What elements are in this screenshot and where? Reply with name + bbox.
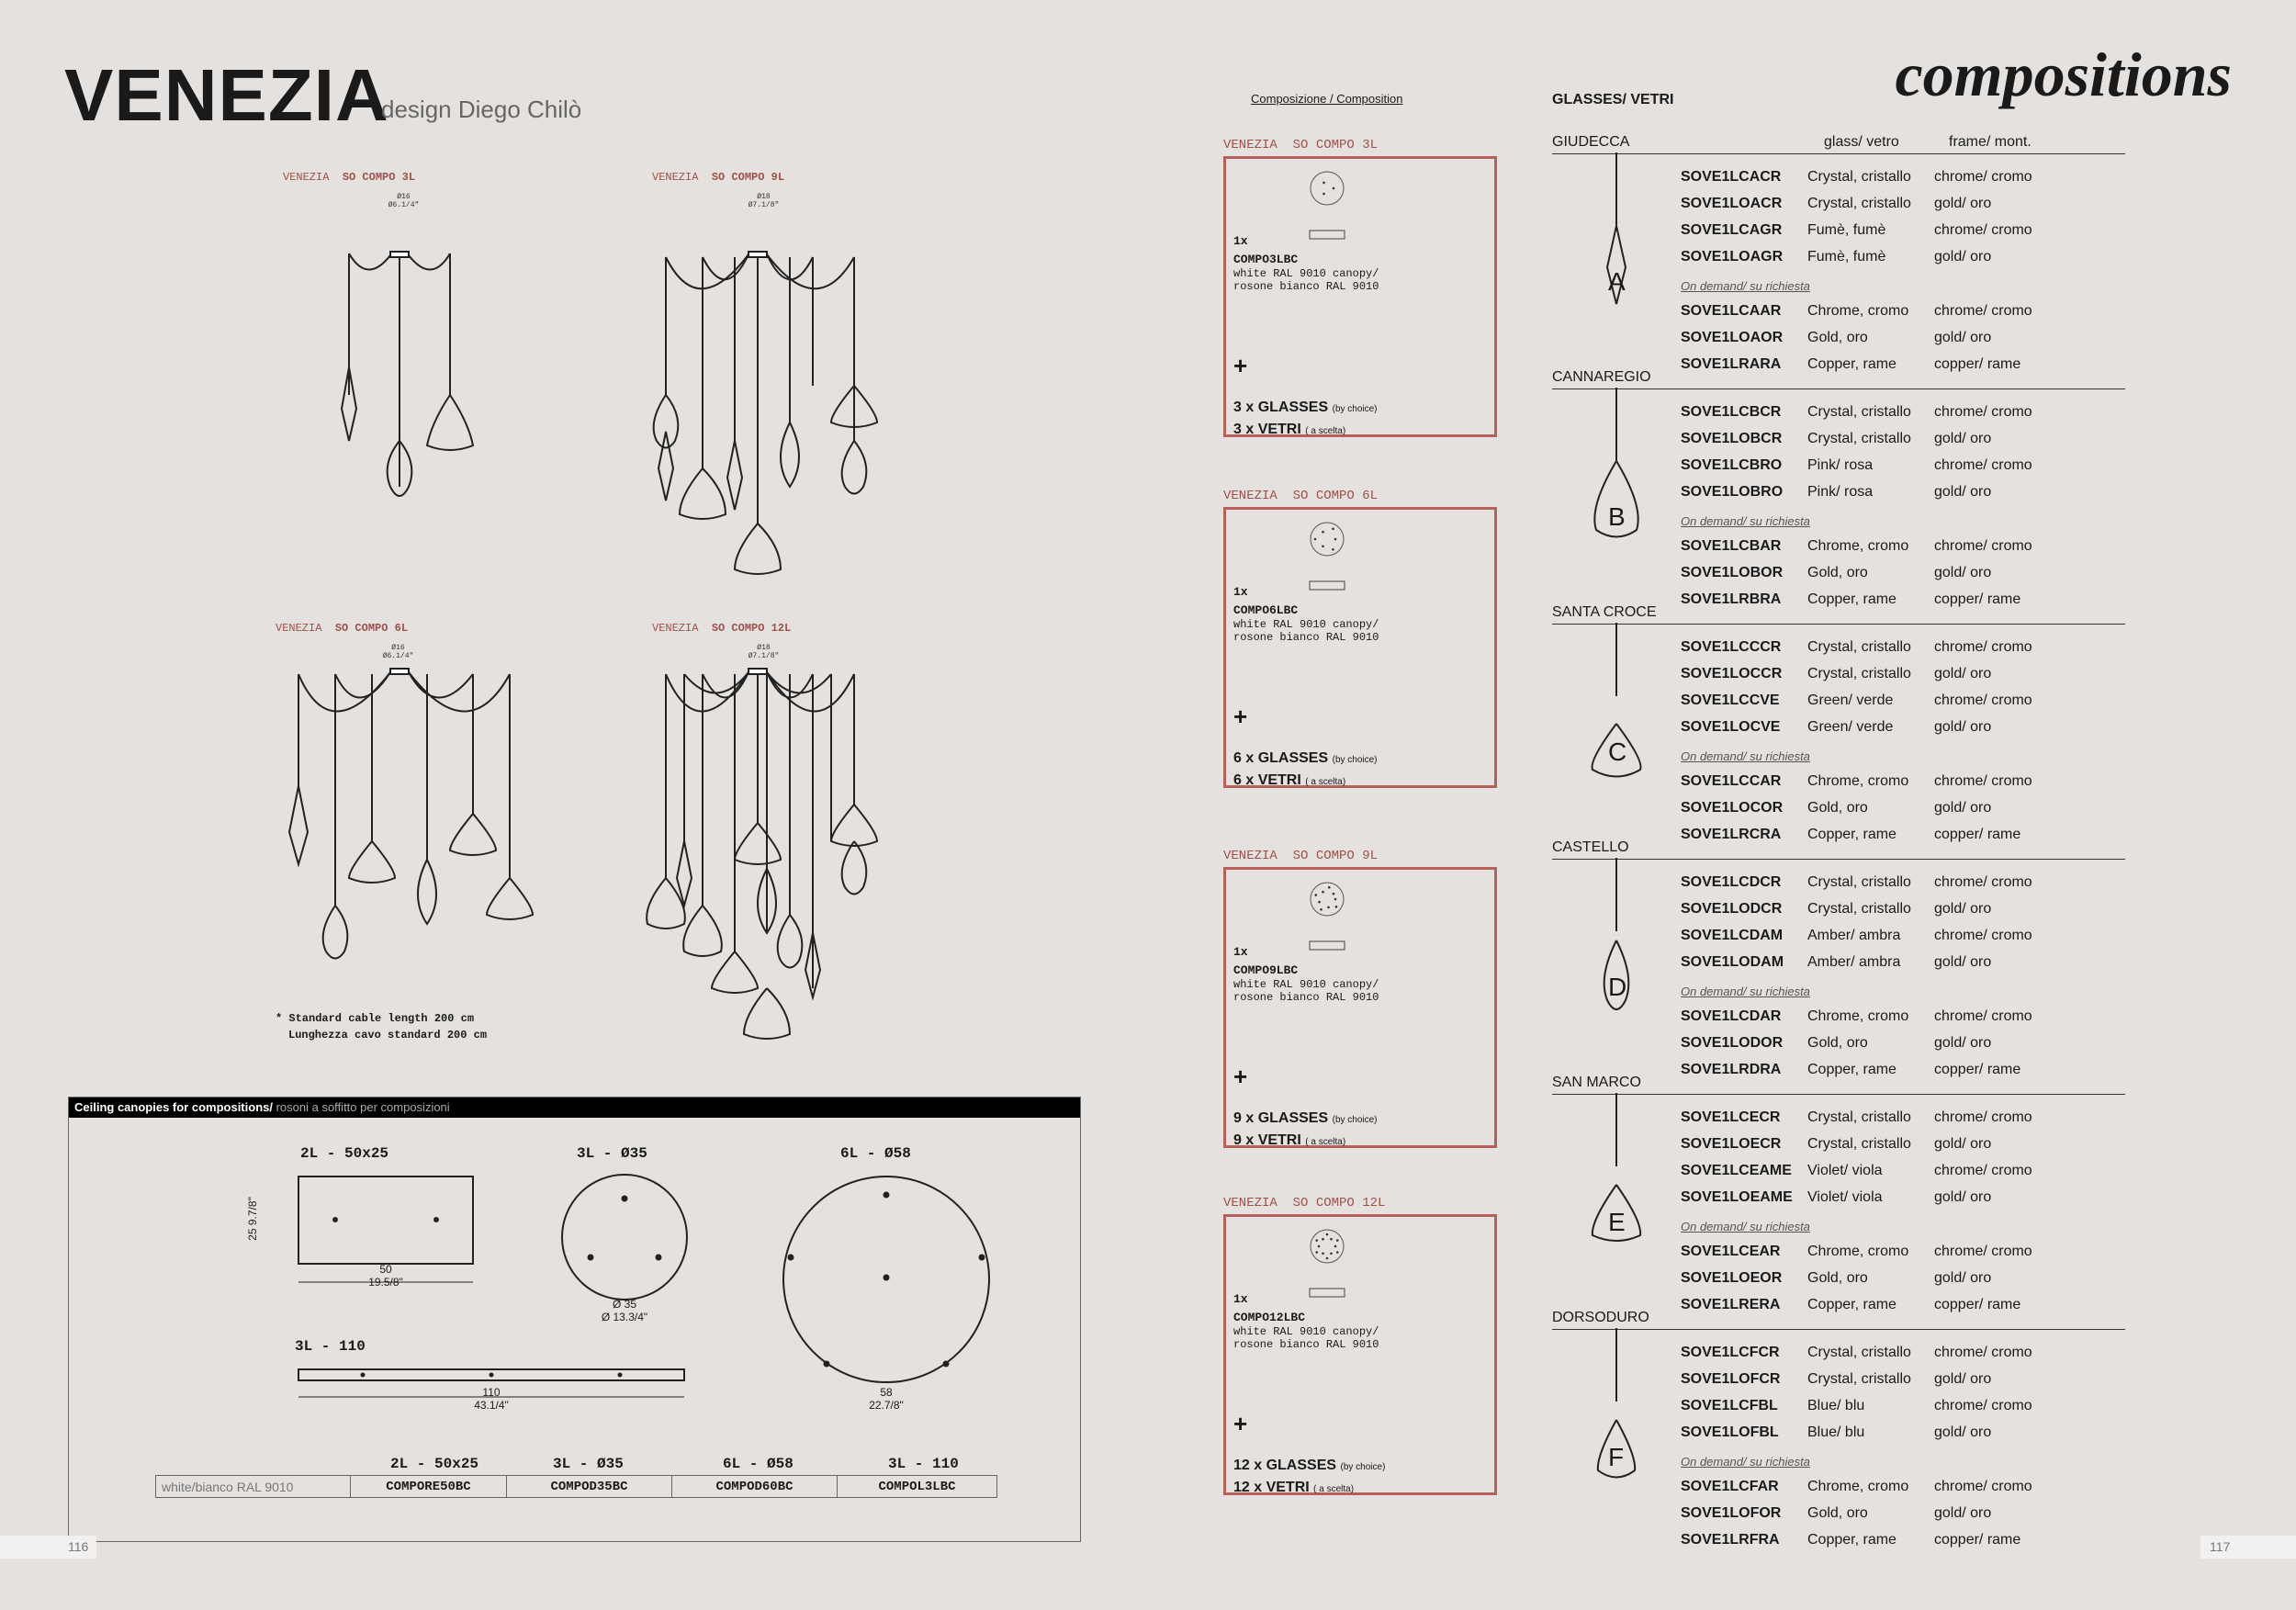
canopy-rect-width: 50 19.5/8"	[368, 1263, 403, 1289]
table-row-label: white/bianco RAL 9010	[156, 1476, 351, 1498]
canopy-side-icon	[1309, 229, 1345, 242]
glass-finish: Amber/ ambra	[1807, 928, 1901, 943]
frame-finish: chrome/ cromo	[1934, 1398, 2032, 1413]
canopy-top-icon	[1309, 170, 1345, 207]
product-code: SOVE1LCBCR	[1681, 404, 1782, 420]
on-demand-label: On demand/ su richiesta	[1681, 749, 1810, 763]
frame-finish: chrome/ cromo	[1934, 874, 2032, 890]
canopy-code: COMPO6LBC	[1233, 603, 1299, 617]
canopy-top-icon	[1309, 521, 1345, 557]
glass-finish: Copper, rame	[1807, 591, 1896, 607]
canopy-panel	[68, 1097, 1081, 1542]
glass-finish: Chrome, cromo	[1807, 773, 1909, 789]
table-header-3l-110: 3L - 110	[888, 1456, 959, 1472]
glass-finish: Green/ verde	[1807, 719, 1894, 735]
canopy-description: white RAL 9010 canopy/ rosone bianco RAL 9010	[1233, 267, 1379, 293]
column-header-frame: frame/ mont.	[1949, 134, 2032, 150]
glass-finish: Chrome, cromo	[1807, 1479, 1909, 1494]
product-code: SOVE1LOAOR	[1681, 330, 1784, 345]
product-code: SOVE1LCCAR	[1681, 773, 1782, 789]
glass-finish: Blue/ blu	[1807, 1398, 1865, 1413]
frame-finish: chrome/ cromo	[1934, 1163, 2032, 1178]
frame-finish: chrome/ cromo	[1934, 404, 2032, 420]
page-number-right: 117	[2200, 1536, 2296, 1559]
glass-finish: Copper, rame	[1807, 1297, 1896, 1312]
section-title: compositions	[1895, 39, 2232, 109]
canopy-quantity: 1x	[1233, 1292, 1248, 1306]
figure-label-12l: VENEZIA SO COMPO 12L	[652, 622, 792, 635]
product-code: SOVE1LCFBL	[1681, 1398, 1778, 1413]
frame-finish: gold/ oro	[1934, 1136, 1992, 1152]
product-code: SOVE1LRARA	[1681, 356, 1782, 372]
canopy-round58-drawing	[776, 1169, 996, 1390]
glass-letter: F	[1608, 1443, 1625, 1471]
pendant-drawing-12l	[643, 658, 882, 1043]
glass-finish: Copper, rame	[1807, 827, 1896, 842]
glass-finish: Crystal, cristallo	[1807, 196, 1911, 211]
glass-shape-icon	[1591, 388, 1646, 571]
glass-finish: Chrome, cromo	[1807, 538, 1909, 554]
frame-finish: gold/ oro	[1934, 719, 1992, 735]
product-code: SOVE1LOFBL	[1681, 1424, 1779, 1440]
family-name: GIUDECCA	[1552, 134, 2125, 154]
family-name: CANNAREGIO	[1552, 369, 2125, 389]
canopy-rect-height: 25 9.7/8"	[246, 1197, 259, 1241]
product-code: SOVE1LCACR	[1681, 169, 1782, 185]
table-cell-code: COMPOL3LBC	[838, 1476, 997, 1498]
canopy-top-icon	[1309, 1228, 1345, 1265]
frame-finish: gold/ oro	[1934, 1424, 1992, 1440]
cable-note: * Standard cable length 200 cm Lunghezza cavo standard 200 cm	[276, 1012, 488, 1041]
composition-box	[1223, 156, 1497, 437]
on-demand-label: On demand/ su richiesta	[1681, 279, 1810, 293]
composition-heading: Composizione / Composition	[1251, 92, 1403, 106]
product-code: SOVE1LOFOR	[1681, 1505, 1782, 1521]
frame-finish: chrome/ cromo	[1934, 639, 2032, 655]
glass-shape-icon	[1591, 1328, 1646, 1512]
plus-icon: +	[1233, 1063, 1248, 1090]
frame-finish: gold/ oro	[1934, 800, 1992, 816]
canopy-quantity: 1x	[1233, 585, 1248, 599]
canopy-code-table	[155, 1475, 997, 1498]
glass-finish: Pink/ rosa	[1807, 484, 1874, 500]
composition-label: VENEZIA SO COMPO 6L	[1223, 489, 1379, 503]
frame-finish: gold/ oro	[1934, 1189, 1992, 1205]
table-cell-code: COMPORE50BC	[351, 1476, 507, 1498]
frame-finish: chrome/ cromo	[1934, 692, 2032, 708]
pendant-drawing-3l	[266, 211, 569, 514]
glass-finish: Crystal, cristallo	[1807, 639, 1911, 655]
glass-finish: Chrome, cromo	[1807, 1008, 1909, 1024]
glass-finish: Crystal, cristallo	[1807, 1345, 1911, 1360]
glass-finish: Green/ verde	[1807, 692, 1894, 708]
frame-finish: gold/ oro	[1934, 666, 1992, 681]
frame-finish: chrome/ cromo	[1934, 928, 2032, 943]
frame-finish: chrome/ cromo	[1934, 1479, 2032, 1494]
product-code: SOVE1LOEOR	[1681, 1270, 1783, 1286]
product-code: SOVE1LRDRA	[1681, 1062, 1782, 1077]
glass-finish: Crystal, cristallo	[1807, 874, 1911, 890]
glass-finish: Gold, oro	[1807, 1270, 1868, 1286]
product-code: SOVE1LOCCR	[1681, 666, 1783, 681]
table-row	[156, 1476, 997, 1498]
plus-icon: +	[1233, 703, 1248, 730]
composition-box	[1223, 507, 1497, 788]
product-code: SOVE1LRCRA	[1681, 827, 1782, 842]
canopy-code: COMPO9LBC	[1233, 963, 1299, 977]
table-header-2l: 2L - 50x25	[390, 1456, 479, 1472]
canopy-round35-diameter: Ø 35 Ø 13.3/4"	[601, 1298, 648, 1323]
table-cell-code: COMPOD35BC	[507, 1476, 672, 1498]
product-code: SOVE1LRERA	[1681, 1297, 1781, 1312]
frame-finish: copper/ rame	[1934, 591, 2021, 607]
glass-finish: Copper, rame	[1807, 1532, 1896, 1548]
product-code: SOVE1LCEAME	[1681, 1163, 1792, 1178]
product-code: SOVE1LRBRA	[1681, 591, 1782, 607]
product-code: SOVE1LCCVE	[1681, 692, 1780, 708]
glass-finish: Crystal, cristallo	[1807, 1371, 1911, 1387]
family-name: DORSODURO	[1552, 1310, 2125, 1330]
canopy-bar-width: 110 43.1/4"	[474, 1386, 509, 1412]
glass-letter: A	[1608, 267, 1626, 296]
glass-shape-icon	[1591, 1093, 1646, 1277]
frame-finish: chrome/ cromo	[1934, 538, 2032, 554]
glass-shape-icon	[1591, 623, 1646, 806]
figure-label-9l: VENEZIA SO COMPO 9L	[652, 171, 785, 184]
product-code: SOVE1LCFCR	[1681, 1345, 1780, 1360]
page-title: VENEZIA	[64, 54, 389, 136]
glass-finish: Gold, oro	[1807, 1035, 1868, 1051]
frame-finish: chrome/ cromo	[1934, 169, 2032, 185]
product-code: SOVE1LODAM	[1681, 954, 1784, 970]
glass-letter: C	[1608, 737, 1627, 766]
product-code: SOVE1LCDAM	[1681, 928, 1784, 943]
glass-finish: Gold, oro	[1807, 330, 1868, 345]
frame-finish: copper/ rame	[1934, 827, 2021, 842]
canopy-round35-label: 3L - Ø35	[577, 1145, 647, 1162]
glass-finish: Chrome, cromo	[1807, 1244, 1909, 1259]
glass-finish: Chrome, cromo	[1807, 303, 1909, 319]
frame-finish: gold/ oro	[1934, 1505, 1992, 1521]
glass-letter: E	[1608, 1208, 1626, 1236]
frame-finish: chrome/ cromo	[1934, 1244, 2032, 1259]
product-code: SOVE1LCBAR	[1681, 538, 1782, 554]
frame-finish: copper/ rame	[1934, 1297, 2021, 1312]
frame-finish: gold/ oro	[1934, 1035, 1992, 1051]
glasses-count: 12 x GLASSES (by choice) 12 x VETRI ( a scelta)	[1233, 1458, 1386, 1495]
on-demand-label: On demand/ su richiesta	[1681, 1455, 1810, 1469]
product-code: SOVE1LCFAR	[1681, 1479, 1779, 1494]
figure-dim-9l: Ø18 Ø7.1/8"	[748, 193, 780, 209]
composition-label: VENEZIA SO COMPO 12L	[1223, 1196, 1386, 1210]
glass-finish: Gold, oro	[1807, 1505, 1868, 1521]
composition-label: VENEZIA SO COMPO 9L	[1223, 849, 1379, 863]
product-code: SOVE1LOACR	[1681, 196, 1783, 211]
glass-finish: Violet/ viola	[1807, 1189, 1883, 1205]
glass-letter: D	[1608, 973, 1627, 1001]
frame-finish: gold/ oro	[1934, 330, 1992, 345]
designer-credit: design Diego Chilò	[381, 96, 582, 123]
family-name: SAN MARCO	[1552, 1075, 2125, 1095]
product-code: SOVE1LRFRA	[1681, 1532, 1780, 1548]
product-code: SOVE1LOBOR	[1681, 565, 1784, 580]
product-code: SOVE1LCAAR	[1681, 303, 1782, 319]
frame-finish: gold/ oro	[1934, 954, 1992, 970]
figure-label-3l: VENEZIA SO COMPO 3L	[283, 171, 416, 184]
glass-finish: Crystal, cristallo	[1807, 1109, 1911, 1125]
figure-label-6l: VENEZIA SO COMPO 6L	[276, 622, 409, 635]
family-name: CASTELLO	[1552, 839, 2125, 860]
product-code: SOVE1LOEAME	[1681, 1189, 1793, 1205]
canopy-description: white RAL 9010 canopy/ rosone bianco RAL 9010	[1233, 618, 1379, 644]
product-code: SOVE1LOCVE	[1681, 719, 1781, 735]
product-code: SOVE1LCAGR	[1681, 222, 1783, 238]
glass-shape-icon	[1591, 152, 1646, 336]
canopy-description: white RAL 9010 canopy/ rosone bianco RAL 9010	[1233, 1325, 1379, 1351]
frame-finish: gold/ oro	[1934, 901, 1992, 917]
product-code: SOVE1LOFCR	[1681, 1371, 1781, 1387]
product-code: SOVE1LCDAR	[1681, 1008, 1782, 1024]
plus-icon: +	[1233, 1410, 1248, 1437]
glass-letter: B	[1608, 502, 1626, 531]
product-code: SOVE1LCDCR	[1681, 874, 1782, 890]
canopy-side-icon	[1309, 940, 1345, 952]
product-code: SOVE1LODOR	[1681, 1035, 1784, 1051]
glass-finish: Gold, oro	[1807, 800, 1868, 816]
frame-finish: chrome/ cromo	[1934, 303, 2032, 319]
table-header-3l: 3L - Ø35	[553, 1456, 624, 1472]
canopy-quantity: 1x	[1233, 945, 1248, 959]
product-code: SOVE1LOAGR	[1681, 249, 1784, 265]
frame-finish: copper/ rame	[1934, 1062, 2021, 1077]
glass-finish: Crystal, cristallo	[1807, 404, 1911, 420]
table-cell-code: COMPOD60BC	[672, 1476, 838, 1498]
family-name: SANTA CROCE	[1552, 604, 2125, 625]
glass-finish: Copper, rame	[1807, 356, 1896, 372]
canopy-bar-label: 3L - 110	[295, 1338, 366, 1355]
glass-finish: Crystal, cristallo	[1807, 666, 1911, 681]
product-code: SOVE1LODCR	[1681, 901, 1783, 917]
glasses-count: 9 x GLASSES (by choice) 9 x VETRI ( a scelta)	[1233, 1110, 1378, 1148]
plus-icon: +	[1233, 352, 1248, 379]
canopy-rect-label: 2L - 50x25	[300, 1145, 389, 1162]
glass-finish: Amber/ ambra	[1807, 954, 1901, 970]
canopy-top-icon	[1309, 881, 1345, 918]
canopy-side-icon	[1309, 1287, 1345, 1300]
glass-finish: Pink/ rosa	[1807, 457, 1874, 473]
glass-finish: Crystal, cristallo	[1807, 1136, 1911, 1152]
canopy-quantity: 1x	[1233, 234, 1248, 248]
glasses-count: 3 x GLASSES (by choice) 3 x VETRI ( a scelta)	[1233, 400, 1378, 437]
canopy-round58-label: 6L - Ø58	[840, 1145, 911, 1162]
glasses-count: 6 x GLASSES (by choice) 6 x VETRI ( a scelta)	[1233, 750, 1378, 788]
glass-finish: Crystal, cristallo	[1807, 901, 1911, 917]
composition-box	[1223, 1214, 1497, 1495]
product-code: SOVE1LOECR	[1681, 1136, 1782, 1152]
frame-finish: gold/ oro	[1934, 196, 1992, 211]
canopy-side-icon	[1309, 580, 1345, 592]
frame-finish: copper/ rame	[1934, 1532, 2021, 1548]
composition-box	[1223, 867, 1497, 1148]
glass-shape-icon	[1591, 858, 1646, 1041]
frame-finish: copper/ rame	[1934, 356, 2021, 372]
glass-finish: Copper, rame	[1807, 1062, 1896, 1077]
glass-finish: Gold, oro	[1807, 565, 1868, 580]
product-code: SOVE1LOCOR	[1681, 800, 1784, 816]
table-header-6l: 6L - Ø58	[723, 1456, 793, 1472]
frame-finish: gold/ oro	[1934, 484, 1992, 500]
figure-dim-12l: Ø18 Ø7.1/8"	[748, 644, 780, 660]
frame-finish: gold/ oro	[1934, 1371, 1992, 1387]
product-code: SOVE1LOBRO	[1681, 484, 1784, 500]
frame-finish: chrome/ cromo	[1934, 1008, 2032, 1024]
product-code: SOVE1LCCCR	[1681, 639, 1782, 655]
frame-finish: chrome/ cromo	[1934, 457, 2032, 473]
page-number-left: 116	[0, 1536, 96, 1559]
frame-finish: chrome/ cromo	[1934, 773, 2032, 789]
glasses-heading: GLASSES/ VETRI	[1552, 92, 1674, 107]
frame-finish: chrome/ cromo	[1934, 1109, 2032, 1125]
figure-dim-6l: Ø16 Ø6.1/4"	[382, 644, 414, 660]
glass-finish: Fumè, fumè	[1807, 249, 1886, 265]
frame-finish: gold/ oro	[1934, 249, 1992, 265]
frame-finish: gold/ oro	[1934, 431, 1992, 446]
glass-finish: Crystal, cristallo	[1807, 431, 1911, 446]
glass-finish: Blue/ blu	[1807, 1424, 1865, 1440]
product-code: SOVE1LCECR	[1681, 1109, 1781, 1125]
figure-dim-3l: Ø16 Ø6.1/4"	[388, 193, 420, 209]
on-demand-label: On demand/ su richiesta	[1681, 1220, 1810, 1233]
glass-finish: Crystal, cristallo	[1807, 169, 1911, 185]
canopy-code: COMPO3LBC	[1233, 253, 1299, 266]
canopy-round58-diameter: 58 22.7/8"	[869, 1386, 904, 1412]
glass-finish: Violet/ viola	[1807, 1163, 1883, 1178]
frame-finish: gold/ oro	[1934, 565, 1992, 580]
column-header-glass: glass/ vetro	[1824, 134, 1899, 150]
canopy-header: Ceiling canopies for compositions/ rosoni a soffitto per composizioni	[69, 1098, 1080, 1118]
canopy-round35-drawing	[556, 1171, 693, 1309]
on-demand-label: On demand/ su richiesta	[1681, 514, 1810, 528]
pendant-drawing-6l	[276, 658, 542, 961]
frame-finish: gold/ oro	[1934, 1270, 1992, 1286]
composition-label: VENEZIA SO COMPO 3L	[1223, 138, 1379, 152]
glass-finish: Fumè, fumè	[1807, 222, 1886, 238]
frame-finish: chrome/ cromo	[1934, 222, 2032, 238]
frame-finish: chrome/ cromo	[1934, 1345, 2032, 1360]
product-code: SOVE1LCEAR	[1681, 1244, 1781, 1259]
product-code: SOVE1LOBCR	[1681, 431, 1783, 446]
canopy-description: white RAL 9010 canopy/ rosone bianco RAL 9010	[1233, 978, 1379, 1004]
on-demand-label: On demand/ su richiesta	[1681, 985, 1810, 998]
pendant-drawing-9l	[643, 211, 882, 579]
product-code: SOVE1LCBRO	[1681, 457, 1783, 473]
canopy-code: COMPO12LBC	[1233, 1311, 1306, 1324]
